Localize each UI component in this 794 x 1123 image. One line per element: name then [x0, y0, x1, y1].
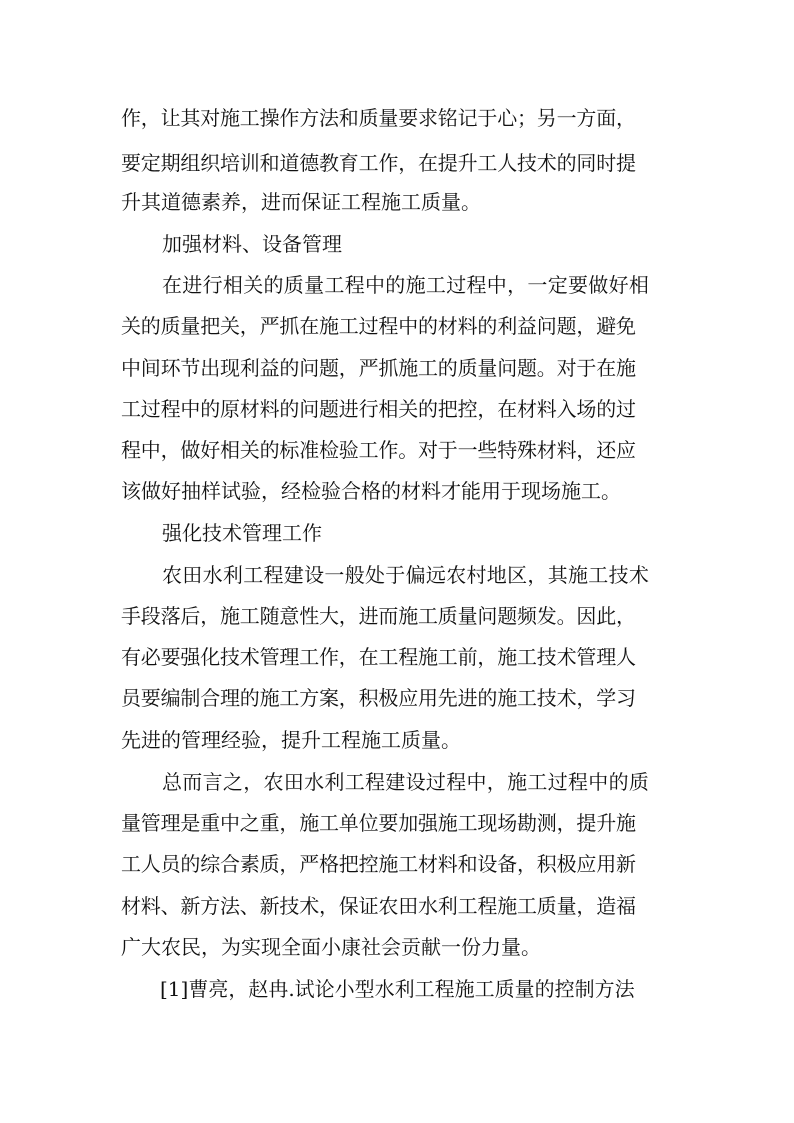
text-line: 作，让其对施工操作方法和质量要求铭记于心；另一方面， — [121, 106, 636, 130]
text-line: 广大农民，为实现全面小康社会贡献一份力量。 — [121, 935, 541, 959]
text-line: 升其道德素养，进而保证工程施工质量。 — [121, 190, 481, 214]
text-line: 程中，做好相关的标准检验工作。对于一些特殊材料，还应 — [121, 438, 636, 462]
text-line: 中间环节出现利益的问题，严抓施工的质量问题。对于在施 — [121, 356, 636, 380]
text-line: 先进的管理经验，提升工程施工质量。 — [121, 728, 461, 752]
text-line: 工过程中的原材料的问题进行相关的把控，在材料入场的过 — [121, 397, 636, 421]
section-heading: 强化技术管理工作 — [162, 521, 322, 545]
text-line: 手段落后，施工随意性大，进而施工质量问题频发。因此， — [121, 604, 636, 628]
text-line: 有必要强化技术管理工作，在工程施工前，施工技术管理人 — [121, 645, 636, 669]
text-line: 总而言之，农田水利工程建设过程中，施工过程中的质 — [162, 770, 650, 794]
text-line: 农田水利工程建设一般处于偏远农村地区，其施工技术 — [162, 563, 650, 587]
text-line: 工人员的综合素质，严格把控施工材料和设备，积极应用新 — [121, 852, 636, 876]
text-line: 该做好抽样试验，经检验合格的材料才能用于现场施工。 — [121, 479, 621, 503]
text-line: 要定期组织培训和道德教育工作，在提升工人技术的同时提 — [121, 151, 636, 175]
text-line: 员要编制合理的施工方案，积极应用先进的施工技术，学习 — [121, 686, 636, 710]
section-heading: 加强材料、设备管理 — [162, 232, 342, 256]
text-line: 材料、新方法、新技术，保证农田水利工程施工质量，造福 — [121, 894, 636, 918]
text-line: 量管理是重中之重，施工单位要加强施工现场勘测，提升施 — [121, 811, 636, 835]
text-line: 关的质量把关，严抓在施工过程中的材料的利益问题，避免 — [121, 314, 636, 338]
reference-entry: [1]曹亮，赵冉.试论小型水利工程施工质量的控制方法 — [160, 977, 635, 1001]
text-line: 在进行相关的质量工程中的施工过程中，一定要做好相 — [162, 273, 650, 297]
